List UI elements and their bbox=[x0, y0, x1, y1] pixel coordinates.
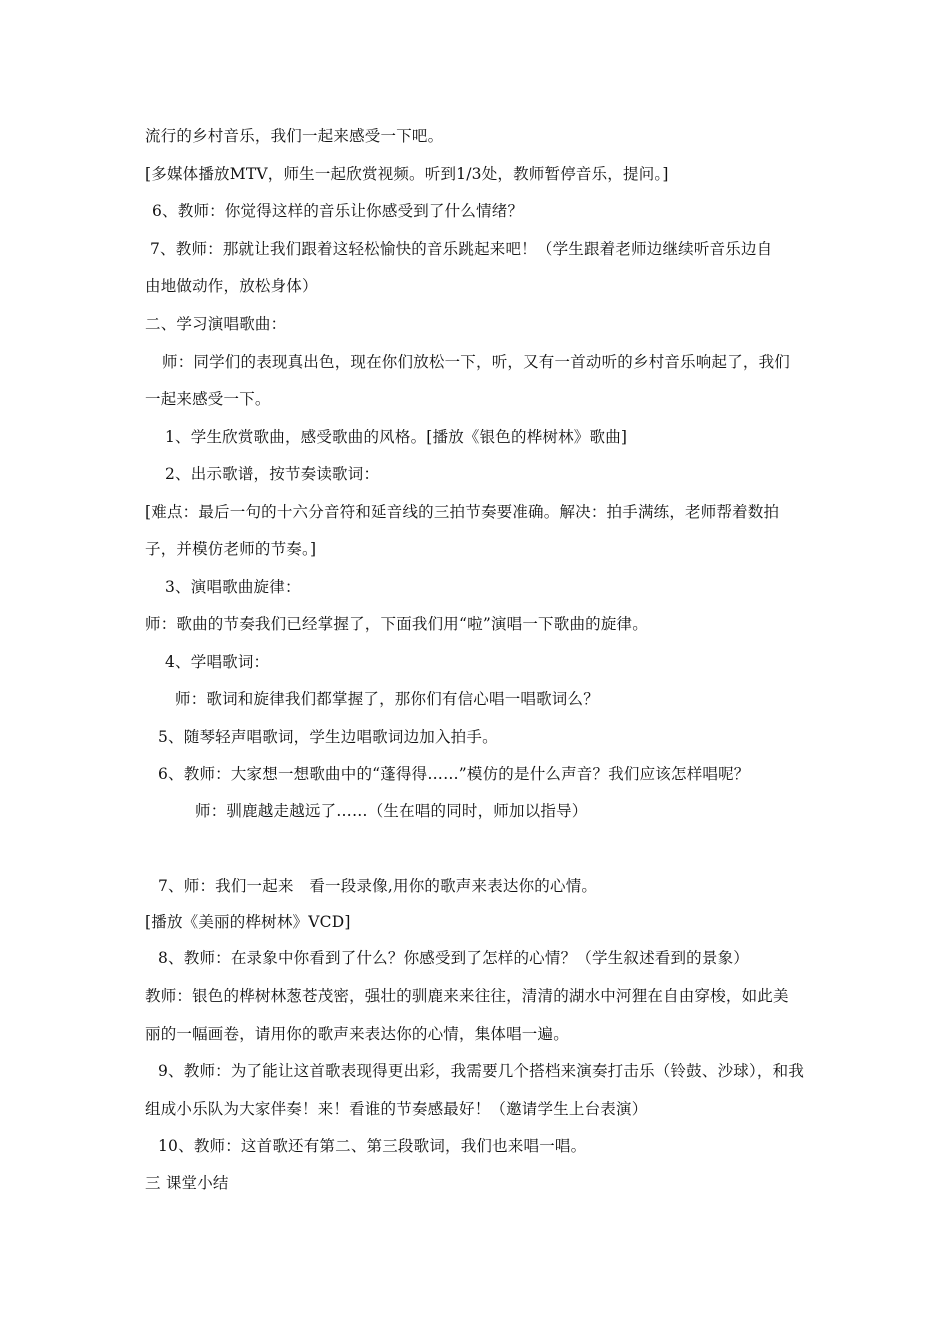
text-line-11: [难点：最后一句的十六分音符和延音线的三拍节奏要准确。解决：拍手满练，老师帮着数拍 bbox=[145, 503, 780, 521]
text-line-16: 师：歌词和旋律我们都掌握了，那你们有信心唱一唱歌词么？ bbox=[175, 690, 599, 708]
text-line-23: 教师：银色的桦树林葱苍茂密，强壮的驯鹿来来往往，清清的湖水中河狸在自由穿梭，如此美 bbox=[145, 987, 789, 1005]
text-line-17: 5、随琴轻声唱歌词，学生边唱歌词边加入拍手。 bbox=[158, 728, 498, 746]
text-line-19: 师：驯鹿越走越远了……（生在唱的同时，师加以指导） bbox=[195, 802, 588, 820]
text-line-20: 7、师：我们一起来 看一段录像,用你的歌声来表达你的心情。 bbox=[158, 877, 598, 895]
text-line-10: 2、出示歌谱，按节奏读歌词： bbox=[165, 465, 380, 483]
text-line-26: 组成小乐队为大家伴奏！来！看谁的节奏感最好！（邀请学生上台表演） bbox=[145, 1100, 648, 1118]
text-line-4: 7、教师：那就让我们跟着这轻松愉快的音乐跳起来吧！（学生跟着老师边继续听音乐边自 bbox=[150, 240, 773, 258]
section-heading-3: 三 课堂小结 bbox=[145, 1174, 229, 1192]
text-line-27: 10、教师：这首歌还有第二、第三段歌词，我们也来唱一唱。 bbox=[158, 1137, 587, 1155]
text-line-24: 丽的一幅画卷，请用你的歌声来表达你的心情，集体唱一遍。 bbox=[145, 1025, 569, 1043]
text-line-7: 师：同学们的表现真出色，现在你们放松一下，听，又有一首动听的乡村音乐响起了，我们 bbox=[162, 353, 791, 371]
text-line-8: 一起来感受一下。 bbox=[145, 390, 271, 408]
text-line-22: 8、教师：在录象中你看到了什么？你感受到了怎样的心情？（学生叙述看到的景象） bbox=[158, 949, 749, 967]
text-line-13: 3、演唱歌曲旋律： bbox=[165, 578, 301, 596]
text-line-15: 4、学唱歌词： bbox=[165, 653, 270, 671]
text-line-5: 由地做动作，放松身体） bbox=[145, 277, 318, 295]
text-line-25: 9、教师：为了能让这首歌表现得更出彩，我需要几个搭档来演奏打击乐（铃鼓、沙球），和我 bbox=[158, 1062, 805, 1080]
text-line-12: 子，并模仿老师的节奏。] bbox=[145, 540, 317, 558]
text-line-1: 流行的乡村音乐，我们一起来感受一下吧。 bbox=[145, 127, 444, 145]
text-line-2: [多媒体播放MTV，师生一起欣赏视频。听到1/3处，教师暂停音乐，提问。] bbox=[145, 165, 669, 183]
text-line-21: [播放《美丽的桦树林》VCD] bbox=[145, 913, 351, 931]
text-line-18: 6、教师：大家想一想歌曲中的“蓬得得……”模仿的是什么声音？我们应该怎样唱呢？ bbox=[158, 765, 750, 783]
text-line-3: 6、教师：你觉得这样的音乐让你感受到了什么情绪？ bbox=[152, 202, 524, 220]
text-line-14: 师：歌曲的节奏我们已经掌握了，下面我们用“啦”演唱一下歌曲的旋律。 bbox=[145, 615, 648, 633]
text-line-9: 1、学生欣赏歌曲，感受歌曲的风格。[播放《银色的桦树林》歌曲] bbox=[165, 428, 628, 446]
section-heading-2: 二、学习演唱歌曲： bbox=[145, 315, 287, 333]
